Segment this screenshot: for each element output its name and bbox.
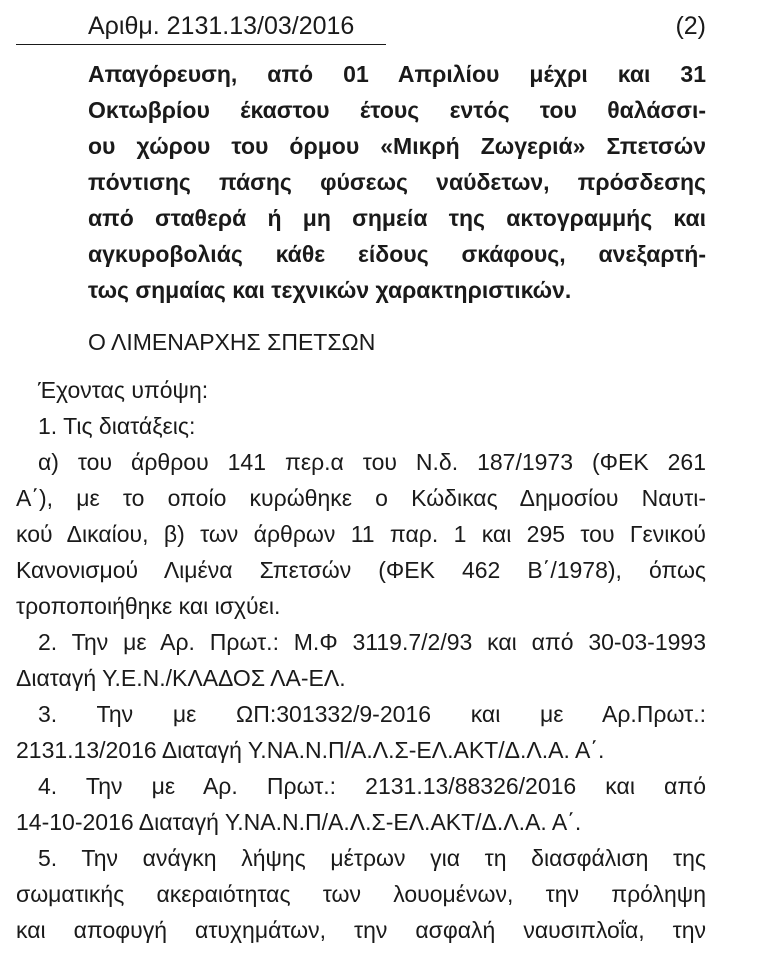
title-line: Απαγόρευση, από 01 Απριλίου μέχρι και 31	[88, 61, 706, 87]
title-line: πόντισης πάσης φύσεως ναύδετων, πρόσδεσης	[88, 169, 706, 195]
body-line: και αποφυγή ατυχημάτων, την ασφαλή ναυσιπλοΐα, την	[16, 917, 706, 943]
body-line: Διαταγή Υ.Ε.Ν./ΚΛΑΔΟΣ ΛΑ-ΕΛ.	[16, 665, 346, 691]
title-line: Οκτωβρίου έκαστου έτους εντός του θαλάσσι-	[88, 97, 706, 123]
title-line: ου χώρου του όρμου «Μικρή Ζωγεριά» Σπετσών	[88, 133, 706, 159]
body-line: Έχοντας υπόψη:	[38, 377, 209, 403]
decision-title	[88, 56, 706, 308]
issuing-authority: Ο ΛΙΜΕΝΑΡΧΗΣ ΣΠΕΤΣΩΝ	[88, 329, 376, 355]
body-line: τροποποιήθηκε και ισχύει.	[16, 593, 281, 619]
body-line: Α΄), με το οποίο κυρώθηκε ο Κώδικας Δημοσίου Ναυτι-	[16, 485, 706, 511]
title-line: από σταθερά ή μη σημεία της ακτογραμμής και	[88, 205, 706, 231]
body-line: 14-10-2016 Διαταγή Υ.ΝΑ.Ν.Π/Α.Λ.Σ-ΕΛ.ΑΚΤ/Δ.Λ.Α. Α΄.	[16, 809, 582, 835]
body-line: σωματικής ακεραιότητας των λουομένων, την πρόληψη	[16, 881, 706, 907]
body-line: 3. Την με ΩΠ:301332/9-2016 και με Αρ.Πρωτ.:	[38, 701, 706, 727]
page-header	[88, 8, 706, 44]
body-line: 5. Την ανάγκη λήψης μέτρων για τη διασφάλιση της	[38, 845, 706, 871]
decision-reference: Αριθμ. 2131.13/03/2016	[88, 12, 355, 40]
body-line: 2131.13/2016 Διαταγή Υ.ΝΑ.Ν.Π/Α.Λ.Σ-ΕΛ.ΑΚΤ/Δ.Λ.Α. Α΄.	[16, 737, 605, 763]
body-line: 2. Την με Αρ. Πρωτ.: Μ.Φ 3119.7/2/93 και από 30-03-1993	[38, 629, 706, 655]
body-line: 4. Την με Αρ. Πρωτ.: 2131.13/88326/2016 και από	[38, 773, 706, 799]
header-rule	[16, 44, 386, 45]
page-number: (2)	[675, 12, 706, 40]
body-line: α) του άρθρου 141 περ.α του Ν.δ. 187/1973 (ΦΕΚ 261	[38, 449, 706, 475]
body-line: κού Δικαίου, β) των άρθρων 11 παρ. 1 και 295 του Γενικού	[16, 521, 706, 547]
title-line: τως σημαίας και τεχνικών χαρακτηριστικών.	[88, 277, 572, 303]
body-line: Κανονισμού Λιμένα Σπετσών (ΦΕΚ 462 Β΄/1978), όπως	[16, 557, 706, 583]
title-line: αγκυροβολιάς κάθε είδους σκάφους, ανεξαρτή-	[88, 241, 706, 267]
body-line: 1. Τις διατάξεις:	[38, 413, 196, 439]
document-body	[16, 372, 706, 948]
